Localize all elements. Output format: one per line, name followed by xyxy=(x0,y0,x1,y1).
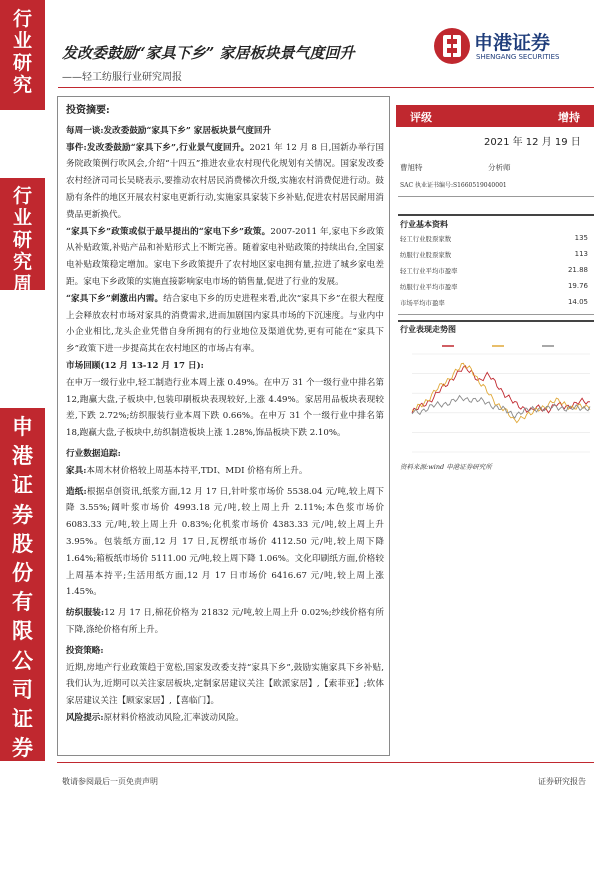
chart-source: 资料来源:wind 申港证券研究所 xyxy=(400,463,492,471)
market-heading: 市场回顾(12 月 13-12 月 17 日): xyxy=(66,360,204,371)
side-char: 份 xyxy=(12,560,33,586)
side-char: 报 xyxy=(12,295,32,317)
strategy-text: 近期,房地产行业政策趋于宽松,国家发改委支持“家具下乡”,鼓励实施家具下乡补贴,我们认为,近期可以关注家居板块,定制家居建议关注【欧派家居】,【索菲亚】;软体家居建议关注【顾家家居】,【喜临门】。 xyxy=(66,662,384,707)
company-logo xyxy=(432,22,592,72)
footer-report-type: 证券研究报告 xyxy=(538,777,586,786)
sac-number: SAC 执业证书编号:S1660519040001 xyxy=(400,182,507,189)
data-table-heading: 行业基本资料 xyxy=(400,219,448,229)
side-label-weekly-report xyxy=(0,178,45,317)
series-line-0 xyxy=(412,366,590,413)
furniture-text: 本周木材价格较上周基本持平,TDI、MDI 价格有所上升。 xyxy=(86,465,308,476)
side-char: 研 xyxy=(12,764,33,790)
paragraph-2-bold: “家具下乡”政策或似于最早提出的“家电下乡”政策。 xyxy=(66,226,271,237)
footer-divider xyxy=(57,762,594,763)
industry-performance-chart xyxy=(398,340,594,458)
side-char: 申 xyxy=(12,414,33,439)
logo-text-cn: 申港证券 xyxy=(474,32,551,54)
event-label: 事件: xyxy=(66,142,87,153)
side-char: 业 xyxy=(12,30,32,52)
side-char: 研 xyxy=(12,52,32,74)
side-char: 告 xyxy=(12,852,33,878)
data-row-value: 19.76 xyxy=(567,282,588,290)
side-char: 业 xyxy=(12,207,32,229)
paragraph-3-bold: “家具下乡”刺激出内需。 xyxy=(66,293,164,304)
paper-label: 造纸: xyxy=(66,486,87,497)
report-title: 发改委鼓励“家具下乡” 家居板块景气度回升 xyxy=(62,44,355,62)
furniture-paragraph xyxy=(66,463,384,480)
side-char: 究 xyxy=(12,74,32,96)
paragraph-2-text: 2007-2011 年,家电下乡政策从补贴政策,补贴产品和补贴形式上不断完善。随着家电补贴政策的持续出台,全国家电补贴政策稳定增加。家电下乡政策提升了农村地区家电拥有量,拉进了城乡家电差距。家电下乡政策的实施直接影响家电市场的销售量,促进了行业的发展。 xyxy=(66,226,385,287)
data-table-bottom-rule xyxy=(398,314,594,315)
paper-paragraph xyxy=(66,484,384,602)
data-row xyxy=(400,250,588,259)
summary-heading: 投资摘要: xyxy=(66,105,110,116)
textile-text: 12 月 17 日,棉花价格为 21832 元/吨,较上周上升 0.02%;纱线价格有所下降,涤纶价格有所上升。 xyxy=(66,608,384,635)
rating-value: 增持 xyxy=(558,111,580,124)
series-line-2 xyxy=(412,396,590,419)
textile-label: 纺织服装: xyxy=(66,608,105,619)
side-char: 司 xyxy=(12,676,33,702)
side-char: 股 xyxy=(12,530,33,556)
report-subtitle: ——轻工纺服行业研究周报 xyxy=(62,72,182,83)
side-char: 报 xyxy=(12,822,33,848)
side-char: 研 xyxy=(12,229,32,251)
header-divider xyxy=(58,87,594,88)
risk-paragraph xyxy=(66,710,384,727)
side-char: 究 xyxy=(12,251,32,273)
side-char: 券 xyxy=(12,501,33,527)
data-row-value: 113 xyxy=(574,250,588,258)
paragraph-3-text: 结合家电下乡的历史进程来看,此次“家具下乡”在很大程度上会释放农村市场对家具的消费需求,进而加剧国内家具市场的下沉速度。与业内中小企业相比,龙头企业凭借自身所拥有的行业地位及渠道优势,更有可能在“家具下乡”政策下进一步提高其在农村地区的市场占有率。 xyxy=(66,293,384,355)
side-char: 周 xyxy=(12,273,32,295)
data-row xyxy=(400,266,588,275)
data-row-label: 轻工行业平均市盈率 xyxy=(400,267,458,275)
logo-text-en: SHENGANG SECURITIES xyxy=(476,53,560,61)
analyst-name: 曹旭特 xyxy=(400,163,423,172)
data-row-value: 14.05 xyxy=(567,298,588,306)
chart-top-rule xyxy=(398,320,594,322)
textile-paragraph xyxy=(66,605,384,639)
side-char: 港 xyxy=(12,443,33,469)
side-char: 证 xyxy=(12,706,33,732)
market-text: 在申万一级行业中,轻工制造行业本周上涨 0.49%。在申万 31 个一级行业中排名第 12,跑赢大盘,子板块中,包装印刷板块表现较好,上涨 4.49%。家居用品板块表现较差,下跌 2.72%;纺织服装行业本周下跌 0.66%。在申万 31 个一级行业中排名第 18,跑赢大盘,子板块中,纺织制造板块上涨 1.28%,饰品板块下跌 2.10%。 xyxy=(66,377,384,439)
data-row-label: 轻工行业股票家数 xyxy=(400,235,452,243)
side-label-company xyxy=(0,408,45,878)
event-text: 2021 年 12 月 8 日,国新办举行国务院政策例行吹风会,介绍“十四五”推进农业农村现代化规划有关情况。国家发改委农村经济司司长吴晓表示,要推动农村居民消费梯次升级,实施农村消费促进行动。鼓励有条件的地区开展农村家电更新行动,实施家具家装下乡补贴,促进农村居民耐用消费品更新换代。 xyxy=(66,142,384,220)
data-row-value: 135 xyxy=(574,234,588,242)
data-row xyxy=(400,282,588,291)
side-char: 究 xyxy=(12,793,33,819)
report-date: 2021 年 12 月 19 日 xyxy=(484,137,581,148)
side-char: 有 xyxy=(12,589,33,615)
analyst-title: 分析师 xyxy=(488,163,511,172)
strategy-heading: 投资策略: xyxy=(66,645,104,656)
furniture-label: 家具: xyxy=(66,465,87,476)
data-row-label: 市场平均市盈率 xyxy=(400,299,445,307)
data-table-top-rule xyxy=(398,214,594,216)
side-char: 证 xyxy=(12,472,33,498)
rating-label: 评级 xyxy=(410,111,432,124)
paragraph-2 xyxy=(66,224,384,291)
rating-bar xyxy=(396,105,594,127)
side-char: 公 xyxy=(12,647,33,673)
data-row xyxy=(400,298,588,307)
paragraph-3 xyxy=(66,291,384,358)
chart-heading: 行业表现走势图 xyxy=(400,324,456,334)
data-row-label: 纺服行业股票家数 xyxy=(400,251,452,259)
paper-text: 根据卓创资讯,纸浆方面,12 月 17 日,针叶浆市场价 5538.04 元/吨,较上周下降 3.55%;阔叶浆市场价 4993.18 元/吨,较上周上升 2.11%;本色浆市场价 6083.33 元/吨,较上周上升 0.83%;化机浆市场价 4383.33 元/吨,较上周上升 3.95%。包装纸方面,12 月 17 日,瓦楞纸市场价 4112.50 元/吨,较上周下降 1.64%;箱板纸市场价 5111.00 元/吨,较上周下降 1.06%。文化印刷纸方面,价格较上周基本持平;生活用纸方面,12 月 17 日市场价 6416.67 元/吨,较上周上涨 1.45%。 xyxy=(66,486,384,598)
side-char: 行 xyxy=(12,8,32,30)
weekly-topic: 每周一谈:发改委鼓励“家具下乡” 家居板块景气度回升 xyxy=(66,125,272,136)
data-row-label: 纺服行业平均市盈率 xyxy=(400,283,458,291)
event-paragraph xyxy=(66,140,384,224)
data-row xyxy=(400,234,588,243)
risk-label: 风险提示: xyxy=(66,712,104,723)
sidebar-divider xyxy=(398,196,594,197)
side-char: 行 xyxy=(12,185,32,207)
logo-mark-icon xyxy=(432,26,472,66)
side-char: 券 xyxy=(12,735,33,761)
risk-text: 原材料价格波动风险,汇率波动风险。 xyxy=(103,712,244,723)
side-char: 限 xyxy=(12,618,33,644)
side-label-industry-research xyxy=(0,0,45,110)
data-row-value: 21.88 xyxy=(567,266,588,274)
footer-disclaimer: 敬请参阅最后一页免责声明 xyxy=(62,777,158,786)
summary-content xyxy=(66,103,384,727)
track-heading: 行业数据追踪: xyxy=(66,448,121,459)
event-bold: 发改委鼓励“家具下乡”,行业景气度回升。 xyxy=(86,142,250,153)
